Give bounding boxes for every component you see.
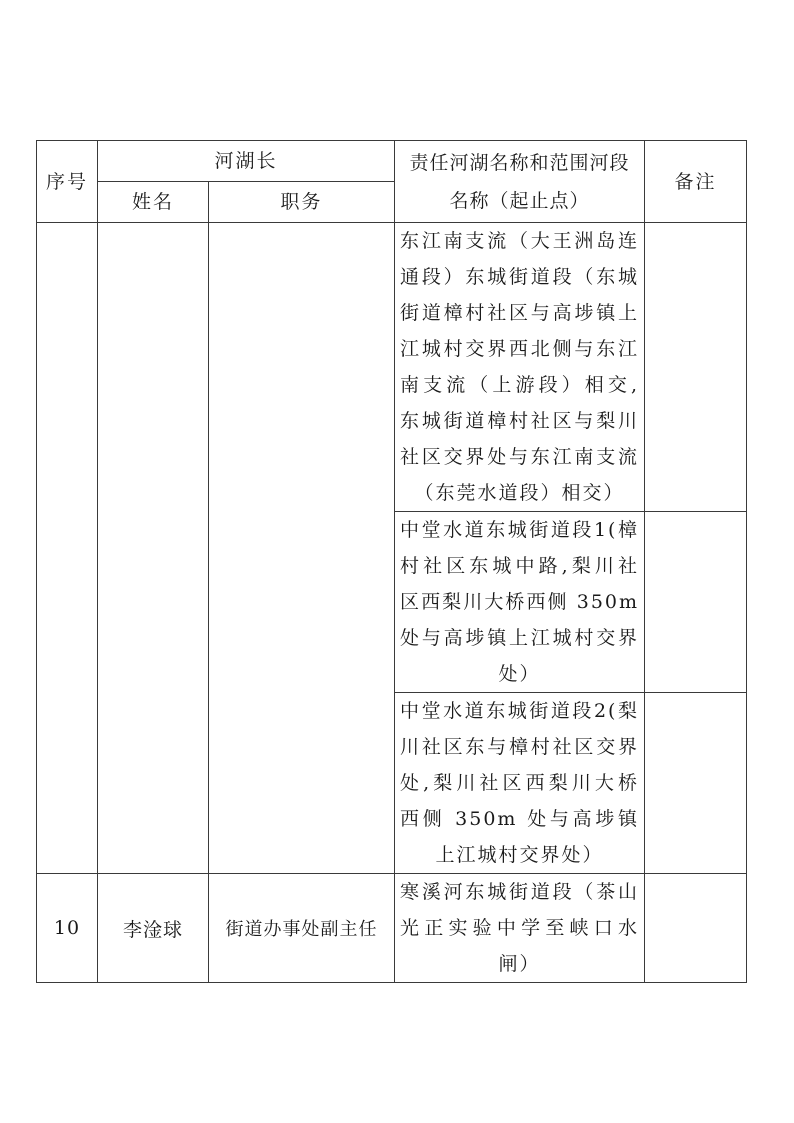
cell-remark xyxy=(645,512,747,693)
cell-remark xyxy=(645,874,747,983)
table-row xyxy=(37,874,747,983)
segment-cell xyxy=(395,512,645,693)
segment-cell xyxy=(395,693,645,874)
segment-cell xyxy=(395,874,645,983)
cell-seq xyxy=(37,223,98,874)
segment-cell xyxy=(395,223,645,512)
header-remarks: 备注 xyxy=(645,141,747,223)
cell-name xyxy=(98,223,209,874)
cell-position xyxy=(209,223,395,874)
cell-name: 李淦球 xyxy=(98,874,209,983)
header-name: 姓名 xyxy=(98,182,209,223)
table-header-row xyxy=(37,141,747,182)
header-seq: 序号 xyxy=(37,141,98,223)
segment-text: 东江南支流（大王洲岛连通段）东城街道段（东城街道樟村社区与高埗镇上江城村交界西北侧与东江南支流（上游段）相交,东城街道樟村社区与梨川社区交界处与东江南支流（东莞水道段）相交） xyxy=(400,230,640,504)
river-chief-table xyxy=(36,140,747,983)
header-river-chief: 河湖长 xyxy=(98,141,395,182)
document-page xyxy=(36,140,746,983)
cell-remark xyxy=(645,693,747,874)
header-position: 职务 xyxy=(209,182,395,223)
segment-text: 寒溪河东城街道段（茶山光正实验中学至峡口水闸） xyxy=(400,881,640,975)
segment-text: 中堂水道东城街道段1(樟村社区东城中路,梨川社区西梨川大桥西侧 350m 处与高埗镇上江城村交界处） xyxy=(400,519,640,685)
cell-position: 街道办事处副主任 xyxy=(209,874,395,983)
cell-seq: 10 xyxy=(37,874,98,983)
header-segment-cell xyxy=(395,141,645,223)
cell-remark xyxy=(645,223,747,512)
header-segment: 责任河湖名称和范围河段名称（起止点） xyxy=(409,151,630,212)
table-row xyxy=(37,223,747,512)
segment-text: 中堂水道东城街道段2(梨川社区东与樟村社区交界处,梨川社区西梨川大桥西侧 350m 处与高埗镇上江城村交界处） xyxy=(400,700,640,866)
